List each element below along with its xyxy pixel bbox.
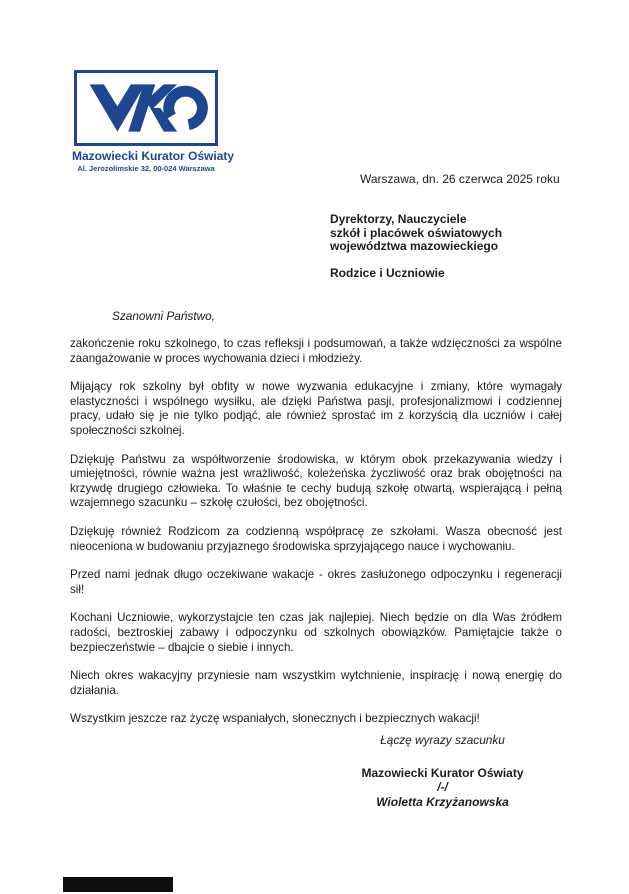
salutation: Szanowni Państwo, <box>112 309 215 323</box>
bottom-black-bar <box>63 877 173 892</box>
recipient-line: Dyrektorzy, Nauczyciele <box>330 212 467 226</box>
closing-block <box>320 733 565 809</box>
paragraph: Mijający rok szkolny był obfity w nowe wyzwania edukacyjne i zmiany, które wymagały elastyczności i wspólnego wysiłku, ale dzięki Państwa pasji, profesjonalizmowi i codziennej pracy, udało się je nie tylko podjąć, ale również sprostać im z korzyścią dla uczniów i całej społeczności szkolnej. <box>70 380 562 437</box>
mko-logo-box <box>74 70 218 146</box>
paragraph: Przed nami jednak długo oczekiwane wakacje - okres zasłużonego odpoczynku i regeneracji sił! <box>70 568 562 596</box>
recipient-line: Rodzice i Uczniowie <box>330 266 445 281</box>
recipient-line: szkół i placówek oświatowych <box>330 225 503 240</box>
recipients-block <box>330 213 502 281</box>
signed-mark: /-/ <box>437 780 448 794</box>
signer-name: Wioletta Krzyżanowska <box>376 794 509 809</box>
paragraph: Wszystkim jeszcze raz życzę wspaniałych, słonecznych i bezpiecznych wakacji! <box>70 712 480 726</box>
recipient-gap <box>330 254 502 268</box>
paragraph: Dziękuję Państwu za współtworzenie środowiska, w którym obok przekazywania wiedzy i umiejętności, równie ważna jest wrażliwość, koleżeńska życzliwość oraz brak obojętności na krzywdę drugiego człowieka. To właśnie te cechy budują szkołę otwartą, wspierającą i pełną wzajemnego szacunku – szkołę czułości, bez obojętności. <box>70 452 562 510</box>
logo-institution-name: Mazowiecki Kurator Oświaty <box>72 149 235 163</box>
dateline: Warszawa, dn. 26 czerwca 2025 roku <box>360 172 560 186</box>
farewell: Łączę wyrazy szacunku <box>380 733 505 747</box>
paragraph: Niech okres wakacyjny przyniesie nam wszystkim wytchnienie, inspirację i nową energię do działania. <box>70 669 562 697</box>
logo-address: Al. Jerozolimskie 32, 00-024 Warszawa <box>77 164 215 173</box>
letterhead <box>72 70 235 173</box>
paragraph: zakończenie roku szkolnego, to czas refleksji i podsumowań, a także wdzięczności za wspólne zaangażowanie w proces wychowania dzieci i młodzieży. <box>70 337 562 365</box>
mko-logo-icon <box>80 76 212 140</box>
letter-body <box>70 337 562 741</box>
paragraph: Dziękuję również Rodzicom za codzienną współpracę ze szkołami. Wasza obecność jest nieoceniona w budowaniu przyjaznego środowiska sprzyjającego nauce i wychowaniu. <box>70 524 562 553</box>
signer-title: Mazowiecki Kurator Oświaty <box>361 765 524 780</box>
recipient-line: województwa mazowieckiego <box>330 239 499 254</box>
paragraph: Kochani Uczniowie, wykorzystajcie ten czas jak najlepiej. Niech będzie on dla Was źródłem radości, beztroskiej zabawy i odpoczynku od szkolnych obowiązków. Pamiętajcie także o bezpieczeństwie – dbajcie o siebie i innych. <box>70 611 562 654</box>
